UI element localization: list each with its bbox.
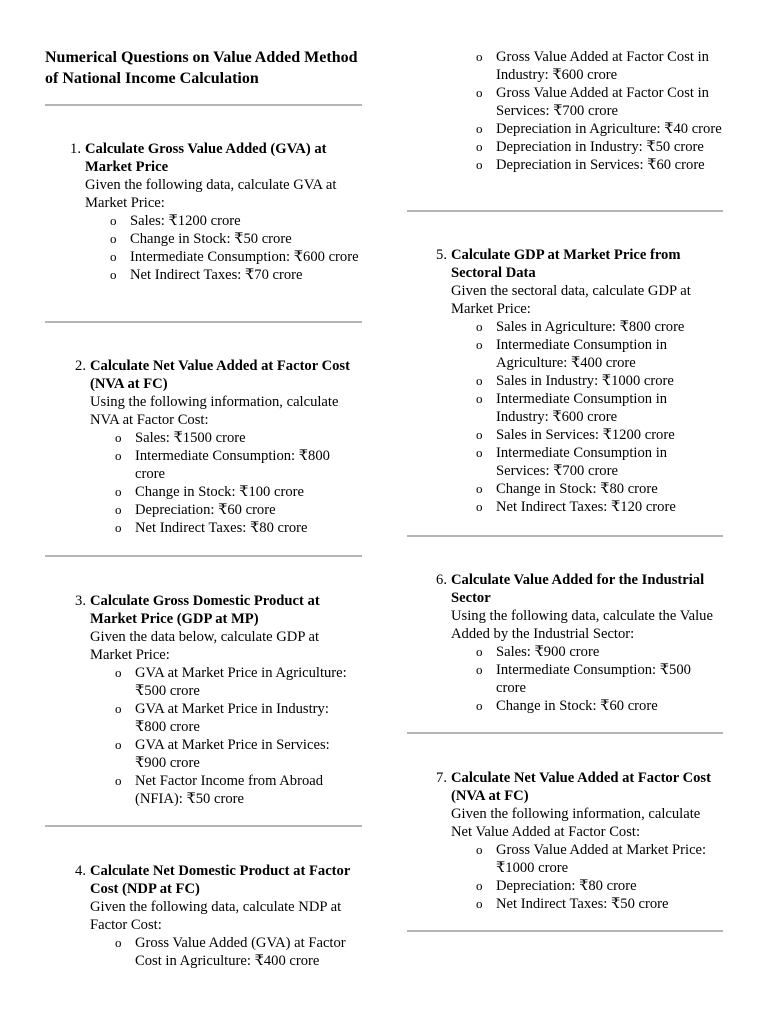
bullet-marker: o (476, 698, 483, 713)
page-title: Numerical Questions on Value Added Method of National Income Calculation (45, 49, 358, 87)
question-title: Calculate Gross Domestic Product at Market Price (GDP at MP) (90, 593, 320, 627)
bullet-marker: o (476, 445, 483, 460)
divider (407, 930, 723, 932)
list-item-text: Change in Stock: ₹50 crore (130, 231, 292, 247)
list-item-text: Sales: ₹1200 crore (130, 213, 241, 229)
list-item (451, 661, 723, 697)
question-number: 5. (436, 247, 447, 263)
list-item-text: Intermediate Consumption in Industry: ₹600 crore (496, 391, 668, 425)
list-item-text: Depreciation in Agriculture: ₹40 crore (496, 121, 722, 137)
question-intro: Given the data below, calculate GDP at Market Price: (90, 629, 320, 663)
list-item (85, 266, 363, 284)
data-list (85, 212, 363, 284)
list-item-text: Intermediate Consumption: ₹500 crore (496, 662, 691, 696)
bullet-marker: o (115, 502, 122, 517)
question-intro: Given the following data, calculate NDP at Factor Cost: (90, 899, 342, 933)
list-item-text: Net Indirect Taxes: ₹120 crore (496, 499, 676, 515)
list-item (451, 480, 723, 498)
list-item-text: GVA at Market Price in Services: ₹900 crore (135, 737, 330, 771)
data-list (90, 664, 363, 808)
list-item-text: Depreciation: ₹80 crore (496, 878, 637, 894)
list-item (451, 390, 723, 426)
bullet-marker: o (115, 935, 122, 950)
list-item-text: Intermediate Consumption: ₹600 crore (130, 249, 359, 265)
bullet-marker: o (476, 391, 483, 406)
question-number: 1. (70, 141, 81, 157)
list-item (451, 336, 723, 372)
bullet-marker: o (476, 85, 483, 100)
bullet-marker: o (115, 520, 122, 535)
list-item-text: Gross Value Added at Factor Cost in Industry: ₹600 crore (496, 49, 709, 83)
bullet-marker: o (476, 157, 483, 172)
divider (45, 321, 362, 323)
list-item (451, 84, 723, 120)
list-item-text: Change in Stock: ₹100 crore (135, 484, 304, 500)
bullet-marker: o (110, 249, 117, 264)
list-item (90, 501, 363, 519)
bullet-marker: o (476, 49, 483, 64)
divider (45, 555, 362, 557)
question-title: Calculate Value Added for the Industrial Sector (451, 572, 705, 606)
bullet-marker: o (115, 448, 122, 463)
divider (407, 210, 723, 212)
divider (407, 535, 723, 537)
list-item-text: Net Factor Income from Abroad (NFIA): ₹50 crore (135, 773, 324, 807)
question-intro: Given the following data, calculate GVA at Market Price: (85, 177, 337, 211)
list-item (451, 444, 723, 480)
list-item-text: Sales in Industry: ₹1000 crore (496, 373, 674, 389)
question-title: Calculate Net Domestic Product at Factor Cost (NDP at FC) (90, 863, 351, 897)
bullet-marker: o (476, 337, 483, 352)
data-list (451, 841, 723, 913)
bullet-marker: o (476, 319, 483, 334)
list-item (451, 877, 723, 895)
list-item (451, 120, 723, 138)
list-item (451, 426, 723, 444)
divider (45, 104, 362, 106)
question-number: 3. (75, 593, 86, 609)
list-item (90, 934, 363, 970)
list-item (451, 156, 723, 174)
bullet-marker: o (476, 139, 483, 154)
list-item (451, 318, 723, 336)
list-item-text: Intermediate Consumption in Services: ₹700 crore (496, 445, 668, 479)
bullet-marker: o (476, 878, 483, 893)
bullet-marker: o (115, 773, 122, 788)
list-item (451, 895, 723, 913)
bullet-marker: o (476, 662, 483, 677)
bullet-marker: o (476, 896, 483, 911)
bullet-marker: o (476, 121, 483, 136)
divider (407, 732, 723, 734)
question-number: 2. (75, 358, 86, 374)
list-item-text: Gross Value Added at Factor Cost in Services: ₹700 crore (496, 85, 709, 119)
list-item-text: Change in Stock: ₹80 crore (496, 481, 658, 497)
list-item-text: Net Indirect Taxes: ₹80 crore (135, 520, 308, 536)
list-item (451, 372, 723, 390)
list-item (451, 48, 723, 84)
list-item-text: Depreciation in Industry: ₹50 crore (496, 139, 704, 155)
list-item (90, 736, 363, 772)
list-item-text: Net Indirect Taxes: ₹50 crore (496, 896, 669, 912)
bullet-marker: o (476, 481, 483, 496)
data-list (451, 318, 723, 516)
question-number: 6. (436, 572, 447, 588)
bullet-marker: o (115, 701, 122, 716)
bullet-marker: o (115, 430, 122, 445)
list-item-text: GVA at Market Price in Industry: ₹800 crore (135, 701, 329, 735)
question-intro: Using the following information, calculate NVA at Factor Cost: (90, 394, 339, 428)
list-item (451, 841, 723, 877)
bullet-marker: o (476, 373, 483, 388)
data-list (90, 429, 363, 537)
list-item-text: Intermediate Consumption in Agriculture: ₹400 crore (496, 337, 668, 371)
list-item (451, 138, 723, 156)
list-item (90, 483, 363, 501)
bullet-marker: o (115, 665, 122, 680)
list-item-text: Net Indirect Taxes: ₹70 crore (130, 267, 303, 283)
list-item (451, 697, 723, 715)
list-item (90, 772, 363, 808)
question-title: Calculate Gross Value Added (GVA) at Market Price (85, 141, 327, 175)
list-item-text: Gross Value Added (GVA) at Factor Cost in Agriculture: ₹400 crore (135, 935, 346, 969)
list-item (90, 700, 363, 736)
question-intro: Given the following information, calculate Net Value Added at Factor Cost: (451, 806, 701, 840)
bullet-marker: o (110, 267, 117, 282)
question-number: 7. (436, 770, 447, 786)
list-item (90, 447, 363, 483)
bullet-marker: o (115, 737, 122, 752)
list-item (85, 212, 363, 230)
list-item (85, 248, 363, 266)
list-item (85, 230, 363, 248)
bullet-marker: o (476, 842, 483, 857)
list-item-text: GVA at Market Price in Agriculture: ₹500 crore (135, 665, 347, 699)
data-list (90, 934, 363, 970)
list-item-text: Gross Value Added at Market Price: ₹1000 crore (496, 842, 707, 876)
list-item (451, 498, 723, 516)
list-item (90, 519, 363, 537)
list-item (90, 664, 363, 700)
bullet-marker: o (476, 427, 483, 442)
list-item (90, 429, 363, 447)
list-item-text: Sales: ₹900 crore (496, 644, 600, 660)
question-intro: Given the sectoral data, calculate GDP at Market Price: (451, 283, 691, 317)
bullet-marker: o (110, 213, 117, 228)
list-item-text: Sales: ₹1500 crore (135, 430, 246, 446)
list-item (451, 643, 723, 661)
bullet-marker: o (115, 484, 122, 499)
question-title: Calculate GDP at Market Price from Sectoral Data (451, 247, 681, 281)
bullet-marker: o (476, 499, 483, 514)
list-item-text: Sales in Services: ₹1200 crore (496, 427, 675, 443)
list-item-text: Depreciation: ₹60 crore (135, 502, 276, 518)
divider (45, 825, 362, 827)
question-title: Calculate Net Value Added at Factor Cost (NVA at FC) (451, 770, 711, 804)
bullet-marker: o (110, 231, 117, 246)
question-number: 4. (75, 863, 86, 879)
list-item-text: Intermediate Consumption: ₹800 crore (135, 448, 330, 482)
list-item-text: Sales in Agriculture: ₹800 crore (496, 319, 685, 335)
data-list (451, 643, 723, 715)
data-list (451, 48, 723, 174)
list-item-text: Depreciation in Services: ₹60 crore (496, 157, 705, 173)
list-item-text: Change in Stock: ₹60 crore (496, 698, 658, 714)
question-title: Calculate Net Value Added at Factor Cost (NVA at FC) (90, 358, 350, 392)
question-intro: Using the following data, calculate the Value Added by the Industrial Sector: (451, 608, 713, 642)
bullet-marker: o (476, 644, 483, 659)
